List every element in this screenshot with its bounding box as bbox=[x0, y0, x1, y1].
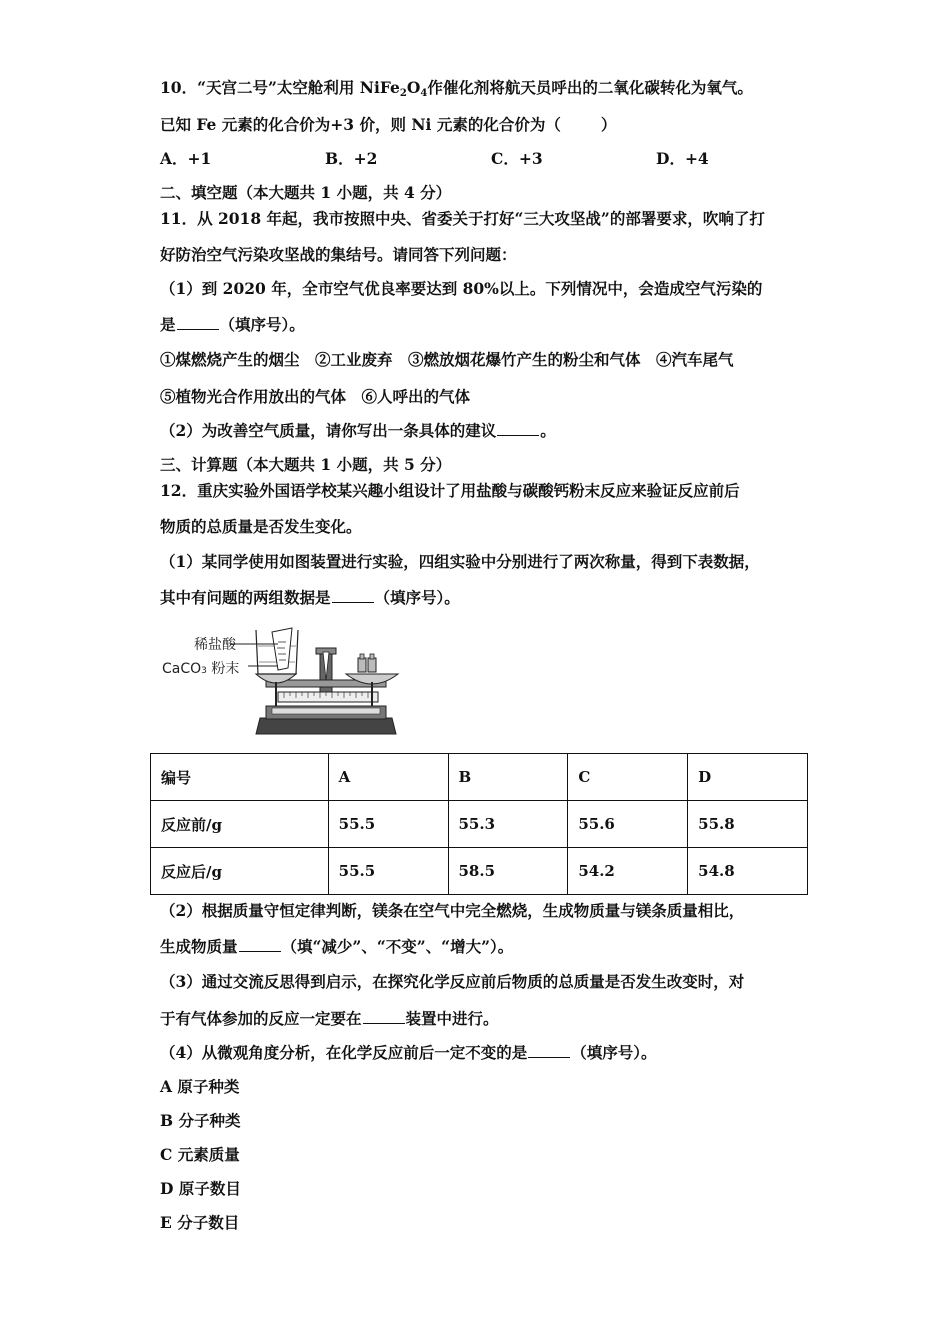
q10-option-c: C．+3 bbox=[491, 149, 543, 168]
table-cell: 55.8 bbox=[688, 801, 808, 848]
answer-blank bbox=[528, 1043, 570, 1058]
table-header-cell: C bbox=[568, 754, 688, 801]
balance-figure bbox=[160, 622, 400, 740]
table-cell: 55.5 bbox=[328, 848, 448, 895]
table-cell: 反应前/g bbox=[151, 801, 329, 848]
table-cell: 54.2 bbox=[568, 848, 688, 895]
q11-part1-line1: （1）到 2020 年，全市空气优良率要达到 80%以上。下列情况中，会造成空气污染的 bbox=[160, 279, 763, 298]
q12-part1-line2: 其中有问题的两组数据是 （填序号）。 bbox=[160, 588, 460, 607]
q11-line2: 好防治空气污染攻坚战的集结号。请同答下列问题： bbox=[160, 245, 517, 264]
q10-option-d: D．+4 bbox=[656, 149, 709, 168]
q12-part3-line2: 于有气体参加的反应一定要在 装置中进行。 bbox=[160, 1009, 499, 1028]
table-cell: 54.8 bbox=[688, 848, 808, 895]
q12-line2: 物质的总质量是否发生变化。 bbox=[160, 517, 362, 536]
q10-option-b: B．+2 bbox=[325, 149, 378, 168]
q12-option-d: D 原子数目 bbox=[160, 1179, 241, 1198]
q12-line1: 12．重庆实验外国语学校某兴趣小组设计了用盐酸与碳酸钙粉末反应来验证反应前后 bbox=[160, 481, 740, 500]
table-header-cell: 编号 bbox=[151, 754, 329, 801]
q12-part3-line1: （3）通过交流反思得到启示，在探究化学反应前后物质的总质量是否发生改变时，对 bbox=[160, 972, 745, 991]
table-cell: 55.3 bbox=[448, 801, 568, 848]
q12-option-b: B 分子种类 bbox=[160, 1111, 241, 1130]
q11-line1: 11．从 2018 年起，我市按照中央、省委关于打好“三大攻坚战”的部署要求，吹响了打 bbox=[160, 209, 765, 228]
table-header-cell: B bbox=[448, 754, 568, 801]
table-header-cell: A bbox=[328, 754, 448, 801]
q11-part2: （2）为改善空气质量，请你写出一条具体的建议 。 bbox=[160, 421, 556, 440]
table-cell: 55.6 bbox=[568, 801, 688, 848]
q11-part1-line2: 是 （填序号）。 bbox=[160, 315, 305, 334]
section2-heading: 二、填空题（本大题共 1 小题，共 4 分） bbox=[160, 183, 452, 202]
acid-label: 稀盐酸 bbox=[194, 637, 236, 653]
table-cell: 反应后/g bbox=[151, 848, 329, 895]
answer-blank bbox=[177, 315, 219, 330]
table-header-row bbox=[151, 754, 808, 801]
answer-blank bbox=[363, 1009, 405, 1024]
table-cell: 55.5 bbox=[328, 801, 448, 848]
section3-heading: 三、计算题（本大题共 1 小题，共 5 分） bbox=[160, 455, 452, 474]
q10-option-a: A．+1 bbox=[160, 149, 212, 168]
q12-option-e: E 分子数目 bbox=[160, 1213, 240, 1232]
q11-choices-line1: ①煤燃烧产生的烟尘 ②工业废弃 ③燃放烟花爆竹产生的粉尘和气体 ④汽车尾气 bbox=[160, 350, 734, 369]
table-cell: 58.5 bbox=[448, 848, 568, 895]
q10-line1: 10．“天宫二号”太空舱利用 $NiFe_2O_4$作催化剂将航天员呼出的二氧化碳转化为氧气。 bbox=[160, 78, 753, 99]
table-row bbox=[151, 801, 808, 848]
q12-part2-line1: （2）根据质量守恒定律判断，镁条在空气中完全燃烧，生成物质量与镁条质量相比， bbox=[160, 901, 745, 920]
answer-blank bbox=[497, 421, 539, 436]
q12-option-a: A 原子种类 bbox=[160, 1077, 240, 1096]
q12-part2-line2: 生成物质量 （填“减少”、“不变”、“增大”）。 bbox=[160, 937, 514, 956]
answer-blank bbox=[239, 937, 281, 952]
q10-line2: 已知 Fe 元素的化合价为+3 价，则 Ni 元素的化合价为（ ） bbox=[160, 115, 617, 134]
data-table bbox=[150, 753, 808, 895]
table-header-cell: D bbox=[688, 754, 808, 801]
answer-blank bbox=[332, 588, 374, 603]
q12-part4: （4）从微观角度分析，在化学反应前后一定不变的是 （填序号）。 bbox=[160, 1043, 657, 1062]
powder-label: CaCO3 粉末 bbox=[162, 661, 240, 677]
table-row bbox=[151, 848, 808, 895]
q12-part1-line1: （1）某同学使用如图装置进行实验，四组实验中分别进行了两次称量，得到下表数据， bbox=[160, 552, 760, 571]
q11-choices-line2: ⑤植物光合作用放出的气体 ⑥人呼出的气体 bbox=[160, 387, 471, 406]
q12-option-c: C 元素质量 bbox=[160, 1145, 240, 1164]
